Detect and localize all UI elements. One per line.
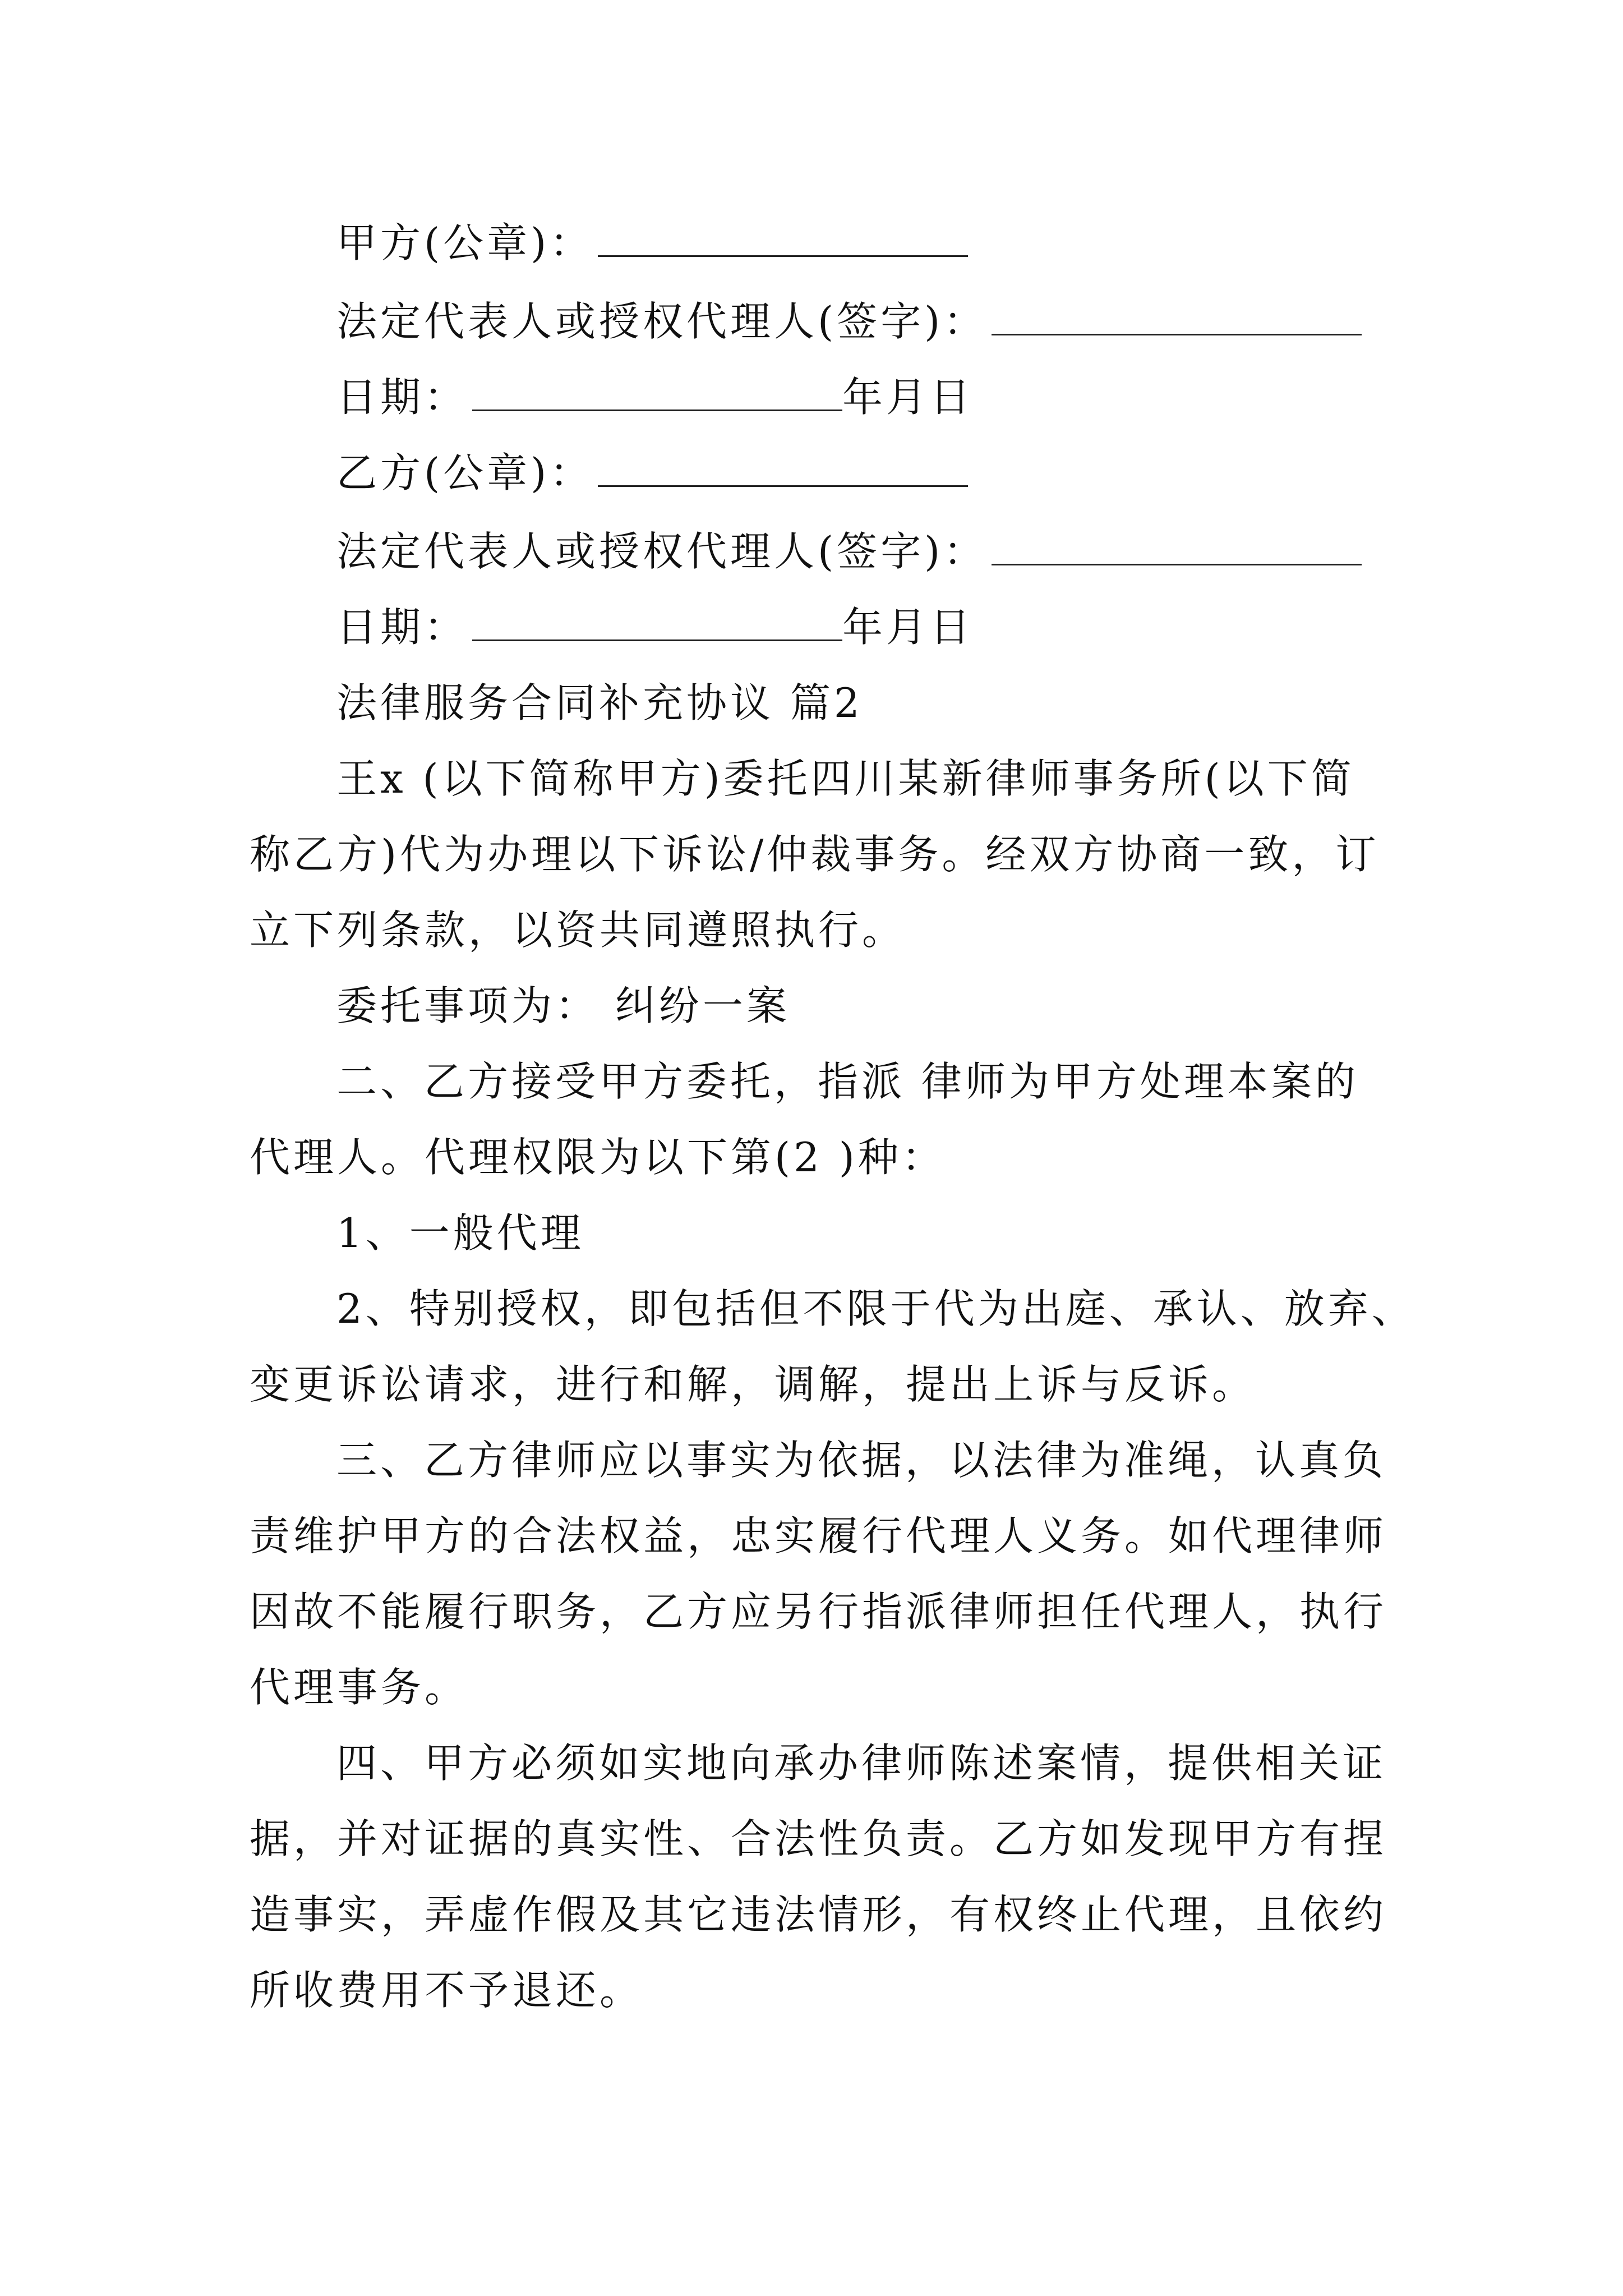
clause2-line-2: 代理人。代理权限为以下第(2 )种： [250, 1134, 946, 1181]
party-a-seal-label: 甲方(公章)： [336, 219, 594, 266]
intro-line-2: 称乙方)代为办理以下诉讼/仲裁事务。经双方协商一致，订 [250, 831, 1380, 878]
date-b-blank [472, 606, 842, 641]
date-a-blank [472, 376, 842, 411]
matter-line: 委托事项为： 纠纷一案 [336, 982, 790, 1029]
section-title: 法律服务合同补充协议 篇2 [336, 679, 863, 726]
clause3-line-4: 代理事务。 [250, 1664, 469, 1711]
option2-line-1: 2、特别授权，即包括但不限于代为出庭、承认、放弃、 [336, 1285, 1415, 1332]
date-a-line [336, 370, 974, 424]
rep-sign-b-label: 法定代表人或授权代理人(签字)： [336, 528, 988, 575]
intro-line-3: 立下列条款，以资共同遵照执行。 [250, 907, 906, 954]
clause4-line-3: 造事实，弄虚作假及其它违法情形，有权终止代理，且依约 [250, 1891, 1387, 1938]
date-b-line [336, 600, 974, 654]
date-b-suffix: 年月日 [842, 604, 974, 651]
option1-line: 1、一般代理 [336, 1209, 584, 1257]
clause3-line-2: 责维护甲方的合法权益，忠实履行代理人义务。如代理律师 [250, 1512, 1387, 1559]
clause4-line-4: 所收费用不予退还。 [250, 1967, 644, 2014]
clause2-line-1: 二、乙方接受甲方委托，指派 律师为甲方处理本案的 [336, 1058, 1359, 1105]
party-b-seal-blank [598, 452, 968, 487]
party-b-seal-label: 乙方(公章)： [336, 449, 594, 496]
date-a-label: 日期： [336, 374, 468, 421]
date-b-label: 日期： [336, 604, 468, 651]
clause4-line-2: 据，并对证据的真实性、合法性负责。乙方如发现甲方有捏 [250, 1815, 1387, 1862]
party-b-seal-line [336, 446, 968, 500]
party-a-seal-line [336, 216, 968, 270]
clause3-line-1: 三、乙方律师应以事实为依据，以法律为准绳，认真负 [336, 1437, 1387, 1484]
rep-sign-a-blank [992, 300, 1362, 335]
intro-line-1: 王x (以下简称甲方)委托四川某新律师事务所(以下简 [336, 755, 1355, 802]
clause4-line-1: 四、甲方必须如实地向承办律师陈述案情，提供相关证 [336, 1740, 1387, 1787]
rep-sign-b-blank [992, 530, 1362, 565]
date-a-suffix: 年月日 [842, 374, 974, 421]
party-a-seal-blank [598, 222, 968, 257]
rep-sign-a-line [336, 295, 1362, 348]
clause3-line-3: 因故不能履行职务，乙方应另行指派律师担任代理人，执行 [250, 1588, 1387, 1635]
rep-sign-a-label: 法定代表人或授权代理人(签字)： [336, 298, 988, 345]
rep-sign-b-line [336, 524, 1362, 578]
option2-line-2: 变更诉讼请求，进行和解，调解，提出上诉与反诉。 [250, 1361, 1256, 1408]
